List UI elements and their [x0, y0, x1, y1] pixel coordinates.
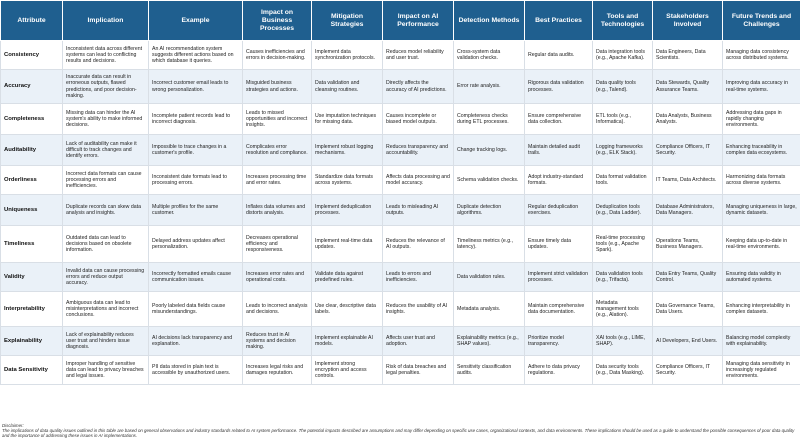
- table-cell: Data format validation tools.: [593, 166, 653, 195]
- table-cell: Leads to incorrect analysis and decisions.: [243, 292, 312, 327]
- table-cell: PII data stored in plain text is accessible by unauthorized users.: [149, 356, 243, 385]
- table-cell: Affects user trust and adoption.: [383, 327, 454, 356]
- table-cell: IT Teams, Data Architects.: [653, 166, 723, 195]
- table-cell: Data Stewards, Quality Assurance Teams.: [653, 70, 723, 104]
- table-cell: Deduplication tools (e.g., Data Ladder).: [593, 195, 653, 226]
- header-row: [1, 1, 800, 41]
- table-cell: Data validation tools (e.g., Trifacta).: [593, 263, 653, 292]
- table-cell: Validate data against predefined rules.: [312, 263, 383, 292]
- table-cell: Inconsistent data across different systems can lead to conflicting results and decisions.: [63, 41, 149, 70]
- table-cell: Data Engineers, Data Scientists.: [653, 41, 723, 70]
- row-attribute: Orderliness: [1, 166, 63, 195]
- table-cell: Decreases operational efficiency and responsiveness.: [243, 226, 312, 263]
- table-cell: Inconsistent date formats lead to processing errors.: [149, 166, 243, 195]
- table-row: [1, 327, 800, 356]
- table-cell: Leads to misleading AI outputs.: [383, 195, 454, 226]
- table-cell: Keeping data up-to-date in real-time environments.: [723, 226, 800, 263]
- table-cell: Change tracking logs.: [454, 135, 525, 166]
- table-cell: Inflates data volumes and distorts analysis.: [243, 195, 312, 226]
- table-cell: Use clear, descriptive data labels.: [312, 292, 383, 327]
- table-cell: Causes inefficiencies and errors in decision-making.: [243, 41, 312, 70]
- table-cell: Lack of auditability can make it difficult to track changes and identify errors.: [63, 135, 149, 166]
- table-cell: Data validation rules.: [454, 263, 525, 292]
- table-cell: Incorrect data formats can cause processing errors and inefficiencies.: [63, 166, 149, 195]
- table-cell: Compliance Officers, IT Security.: [653, 356, 723, 385]
- table-cell: Improving data accuracy in real-time systems.: [723, 70, 800, 104]
- disclaimer-text: The implications of data quality issues outlined in this table are based on general observations and industry standards related to AI system performance. The potential impacts described are assumptions and may differ depending on specific use cases, organizational contexts, and data environments. These implications should be used as a guide to understand the possible consequences of poor data quality and the importance of addressing these issues in AI implementations.: [2, 428, 795, 439]
- table-cell: Misguided business strategies and actions.: [243, 70, 312, 104]
- table-cell: Reduces trust in AI systems and decision making.: [243, 327, 312, 356]
- table-cell: Enhancing traceability in complex data ecosystems.: [723, 135, 800, 166]
- table-cell: Data quality tools (e.g., Talend).: [593, 70, 653, 104]
- table-cell: Impossible to trace changes in a customer's profile.: [149, 135, 243, 166]
- table-cell: Implement data synchronization protocols.: [312, 41, 383, 70]
- header-detection: Detection Methods: [454, 1, 525, 41]
- table-cell: Sensitivity classification audits.: [454, 356, 525, 385]
- table-cell: Regular data audits.: [525, 41, 593, 70]
- header-example: Example: [149, 1, 243, 41]
- table-cell: XAI tools (e.g., LIME, SHAP).: [593, 327, 653, 356]
- row-attribute: Data Sensitivity: [1, 356, 63, 385]
- table-cell: An AI recommendation system suggests different actions based on which database it queries.: [149, 41, 243, 70]
- table-cell: Causes incomplete or biased model outputs.: [383, 104, 454, 135]
- table-cell: Poorly labeled data fields cause misunderstandings.: [149, 292, 243, 327]
- table-cell: Managing data sensitivity in increasingly regulated environments.: [723, 356, 800, 385]
- table-cell: Database Administrators, Data Managers.: [653, 195, 723, 226]
- table-cell: Use imputation techniques for missing data.: [312, 104, 383, 135]
- table-cell: Improper handling of sensitive data can lead to privacy breaches and legal issues.: [63, 356, 149, 385]
- table-cell: Ensure comprehensive data collection.: [525, 104, 593, 135]
- table-row: [1, 226, 800, 263]
- table-cell: Cross-system data validation checks.: [454, 41, 525, 70]
- table-cell: Implement explainable AI models.: [312, 327, 383, 356]
- table-cell: Directly affects the accuracy of AI predictions.: [383, 70, 454, 104]
- table-cell: Incomplete patient records lead to incorrect diagnosis.: [149, 104, 243, 135]
- table-cell: Outdated data can lead to decisions based on obsolete information.: [63, 226, 149, 263]
- table-cell: AI Developers, End Users.: [653, 327, 723, 356]
- table-row: [1, 41, 800, 70]
- table-cell: Logging frameworks (e.g., ELK Stack).: [593, 135, 653, 166]
- table-cell: Addressing data gaps in rapidly changing environments.: [723, 104, 800, 135]
- table-cell: Leads to errors and inefficiencies.: [383, 263, 454, 292]
- row-attribute: Validity: [1, 263, 63, 292]
- table-row: [1, 166, 800, 195]
- header-impact-ai: Impact on AI Performance: [383, 1, 454, 41]
- table-cell: Enhancing interpretability in complex datasets.: [723, 292, 800, 327]
- table-row: [1, 263, 800, 292]
- table-body: [1, 41, 800, 385]
- table-cell: Operations Teams, Business Managers.: [653, 226, 723, 263]
- header-mitigation: Mitigation Strategies: [312, 1, 383, 41]
- row-attribute: Consistency: [1, 41, 63, 70]
- table-cell: Rigorous data validation processes.: [525, 70, 593, 104]
- table-cell: Schema validation checks.: [454, 166, 525, 195]
- table-cell: Data Governance Teams, Data Users.: [653, 292, 723, 327]
- table-row: [1, 356, 800, 385]
- table-cell: Balancing model complexity with explainability.: [723, 327, 800, 356]
- table-cell: AI decisions lack transparency and explanation.: [149, 327, 243, 356]
- row-attribute: Interpretability: [1, 292, 63, 327]
- header-implication: Implication: [63, 1, 149, 41]
- table-cell: Inaccurate data can result in erroneous outputs, flawed predictions, and poor decision-making.: [63, 70, 149, 104]
- table-cell: Implement strong encryption and access controls.: [312, 356, 383, 385]
- table-cell: Metadata management tools (e.g., Alation).: [593, 292, 653, 327]
- table-cell: Affects data processing and model accuracy.: [383, 166, 454, 195]
- disclaimer: [2, 423, 798, 439]
- table-cell: Delayed address updates affect personalization.: [149, 226, 243, 263]
- row-attribute: Accuracy: [1, 70, 63, 104]
- table-cell: Leads to missed opportunities and incorrect insights.: [243, 104, 312, 135]
- table-cell: Increases legal risks and damages reputation.: [243, 356, 312, 385]
- table-cell: Implement robust logging mechanisms.: [312, 135, 383, 166]
- table-cell: Ensuring data validity in automated systems.: [723, 263, 800, 292]
- table-cell: Metadata analysis.: [454, 292, 525, 327]
- header-tools: Tools and Technologies: [593, 1, 653, 41]
- table-cell: Implement deduplication processes.: [312, 195, 383, 226]
- table-cell: Compliance Officers, IT Security.: [653, 135, 723, 166]
- table-cell: Reduces the usability of AI insights.: [383, 292, 454, 327]
- table-cell: Standardize data formats across systems.: [312, 166, 383, 195]
- table-cell: Lack of explainability reduces user trust and hinders issue diagnosis.: [63, 327, 149, 356]
- table-cell: ETL tools (e.g., Informatica).: [593, 104, 653, 135]
- table-cell: Regular deduplication exercises.: [525, 195, 593, 226]
- header-future-trends: Future Trends and Challenges: [723, 1, 800, 41]
- table-row: [1, 135, 800, 166]
- header-impact-business: Impact on Business Processes: [243, 1, 312, 41]
- header-best-practices: Best Practices: [525, 1, 593, 41]
- table-cell: Timeliness metrics (e.g., latency).: [454, 226, 525, 263]
- table-cell: Explainability metrics (e.g., SHAP values).: [454, 327, 525, 356]
- table-cell: Managing data consistency across distributed systems.: [723, 41, 800, 70]
- table-row: [1, 292, 800, 327]
- table-cell: Error rate analysis.: [454, 70, 525, 104]
- table-cell: Adopt industry-standard formats.: [525, 166, 593, 195]
- table-cell: Duplicate detection algorithms.: [454, 195, 525, 226]
- table-cell: Complicates error resolution and compliance.: [243, 135, 312, 166]
- table-cell: Implement strict validation processes.: [525, 263, 593, 292]
- table-cell: Reduces transparency and accountability.: [383, 135, 454, 166]
- table-cell: Incorrect customer email leads to wrong personalization.: [149, 70, 243, 104]
- table-cell: Data security tools (e.g., Data Masking).: [593, 356, 653, 385]
- table-cell: Incorrectly formatted emails cause communication issues.: [149, 263, 243, 292]
- table-cell: Ensure timely data updates.: [525, 226, 593, 263]
- table-row: [1, 70, 800, 104]
- table-cell: Data integration tools (e.g., Apache Kafka).: [593, 41, 653, 70]
- header-attribute: Attribute: [1, 1, 63, 41]
- table-cell: Increases error rates and operational costs.: [243, 263, 312, 292]
- table-cell: Maintain detailed audit trails.: [525, 135, 593, 166]
- row-attribute: Explainability: [1, 327, 63, 356]
- table-cell: Harmonizing data formats across diverse systems.: [723, 166, 800, 195]
- table-row: [1, 104, 800, 135]
- table-cell: Multiple profiles for the same customer.: [149, 195, 243, 226]
- table-cell: Implement real-time data updates.: [312, 226, 383, 263]
- row-attribute: Uniqueness: [1, 195, 63, 226]
- table-cell: Maintain comprehensive data documentation.: [525, 292, 593, 327]
- table-cell: Invalid data can cause processing errors and reduce output accuracy.: [63, 263, 149, 292]
- table-cell: Risk of data breaches and legal penalties.: [383, 356, 454, 385]
- row-attribute: Timeliness: [1, 226, 63, 263]
- table-cell: Missing data can hinder the AI system's ability to make informed decisions.: [63, 104, 149, 135]
- table-cell: Data validation and cleansing routines.: [312, 70, 383, 104]
- table-cell: Reduces the relevance of AI outputs.: [383, 226, 454, 263]
- table-cell: Data Entry Teams, Quality Control.: [653, 263, 723, 292]
- table-cell: Real-time processing tools (e.g., Apache Spark).: [593, 226, 653, 263]
- table-cell: Completeness checks during ETL processes.: [454, 104, 525, 135]
- table-cell: Prioritize model transparency.: [525, 327, 593, 356]
- table-row: [1, 195, 800, 226]
- table-cell: Managing uniqueness in large, dynamic datasets.: [723, 195, 800, 226]
- table-cell: Reduces model reliability and user trust.: [383, 41, 454, 70]
- table-cell: Data Analysts, Business Analysts.: [653, 104, 723, 135]
- row-attribute: Completeness: [1, 104, 63, 135]
- table-cell: Adhere to data privacy regulations.: [525, 356, 593, 385]
- row-attribute: Auditability: [1, 135, 63, 166]
- table-cell: Duplicate records can skew data analysis and insights.: [63, 195, 149, 226]
- table-cell: Ambiguous data can lead to misinterpretations and incorrect conclusions.: [63, 292, 149, 327]
- disclaimer-title: Disclaimer:: [2, 423, 24, 428]
- table-cell: Increases processing time and error rates.: [243, 166, 312, 195]
- header-stakeholders: Stakeholders Involved: [653, 1, 723, 41]
